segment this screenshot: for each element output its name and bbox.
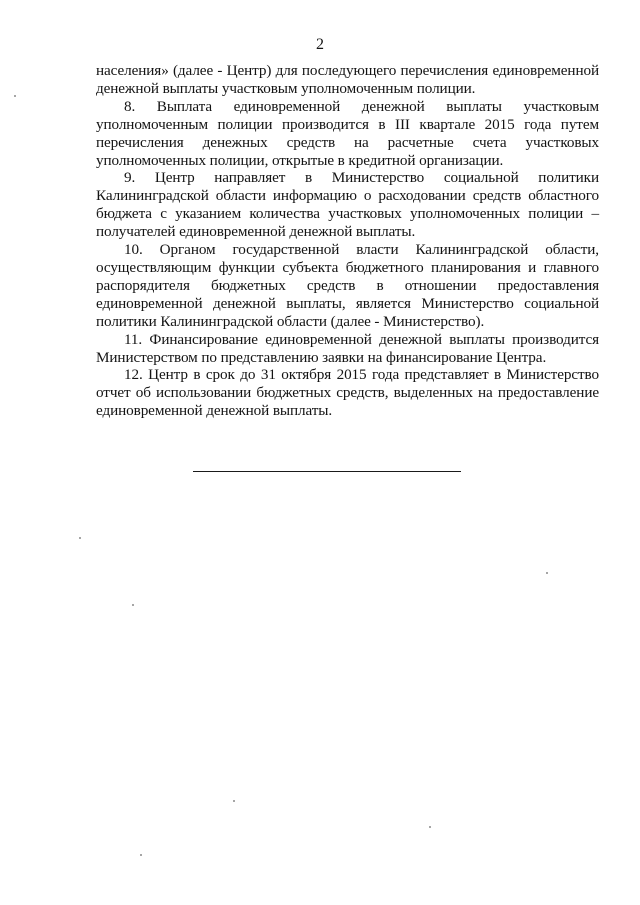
scan-speck [132,604,134,606]
scan-speck [429,826,431,828]
scan-speck [14,95,16,97]
paragraph-item-11: 11. Финансирование единовременной денежной выплаты производится Министерством по представлению заявки на финансирование Центра. [96,330,599,366]
end-of-text-divider [193,471,461,472]
paragraph-item-9: 9. Центр направляет в Министерство социальной политики Калининградской области информацию о расходовании средств областного бюджета с указанием количества участковых уполномоченных полиции – получателей единовременной денежной выплаты. [96,169,599,241]
scan-speck [233,800,235,802]
scan-speck [140,854,142,856]
paragraph-item-8: 8. Выплата единовременной денежной выплаты участковым уполномоченным полиции производится в III квартале 2015 года путем перечисления денежных средств на расчетные счета участковых уполномоченных полиции, открытые в кредитной организации. [96,97,599,169]
paragraph-item-10: 10. Органом государственной власти Калининградской области, осуществляющим функции субъекта бюджетного планирования и главного распорядителя бюджетных средств в отношении предоставления единовременной денежной выплаты, является Министерство социальной политики Калининградской области (далее - Министерство). [96,241,599,330]
scan-speck [79,537,81,539]
paragraph-continuation: населения» (далее - Центр) для последующего перечисления единовременной денежной выплаты участковым уполномоченным полиции. [96,62,599,97]
document-body [96,62,599,420]
scan-speck [546,572,548,574]
paragraph-item-12: 12. Центр в срок до 31 октября 2015 года представляет в Министерство отчет об использовании бюджетных средств, выделенных на предоставление единовременной денежной выплаты. [96,366,599,420]
page-number: 2 [316,36,324,53]
